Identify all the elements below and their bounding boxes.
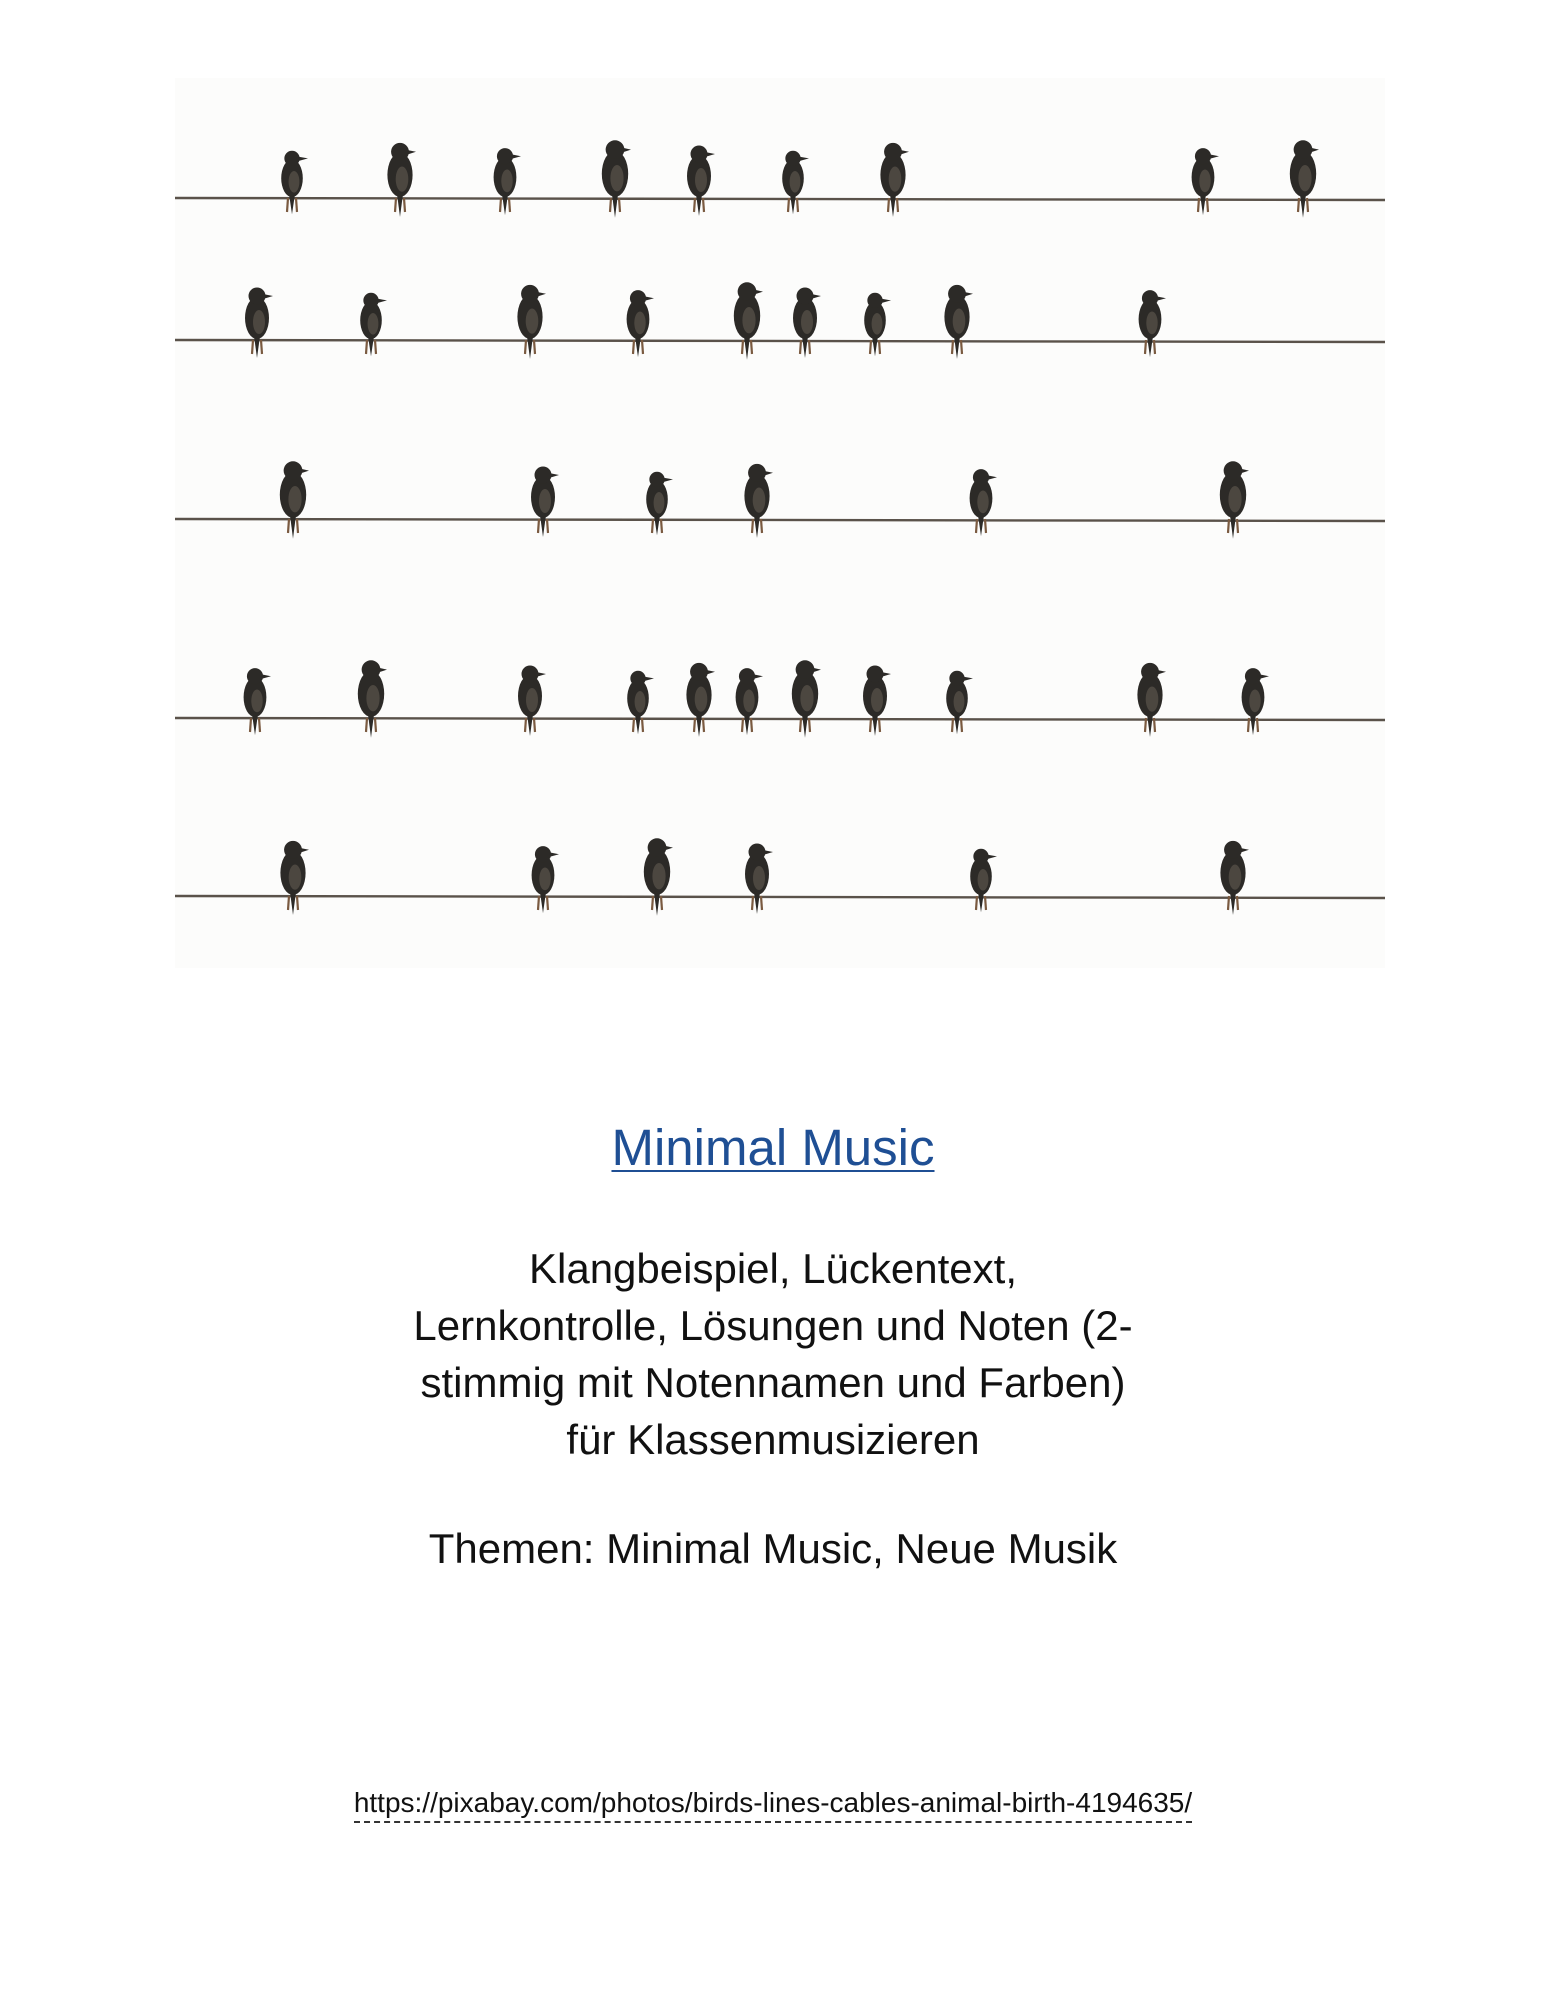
title-block xyxy=(0,1118,1546,1178)
description xyxy=(0,1240,1546,1468)
birds-on-wires-image xyxy=(175,78,1385,968)
topics-line: Themen: Minimal Music, Neue Musik xyxy=(428,1525,1118,1572)
description-line: stimmig mit Notennamen und Farben) xyxy=(420,1359,1126,1406)
description-line: Klangbeispiel, Lückentext, xyxy=(529,1245,1017,1292)
source-credit xyxy=(0,1786,1546,1820)
source-link[interactable]: https://pixabay.com/photos/birds-lines-cables-animal-birth-4194635/ xyxy=(354,1787,1192,1823)
description-line: Lernkontrolle, Lösungen und Noten (2- xyxy=(413,1302,1133,1349)
description-line: für Klassenmusizieren xyxy=(566,1416,980,1463)
title-link[interactable]: Minimal Music xyxy=(611,1119,935,1176)
